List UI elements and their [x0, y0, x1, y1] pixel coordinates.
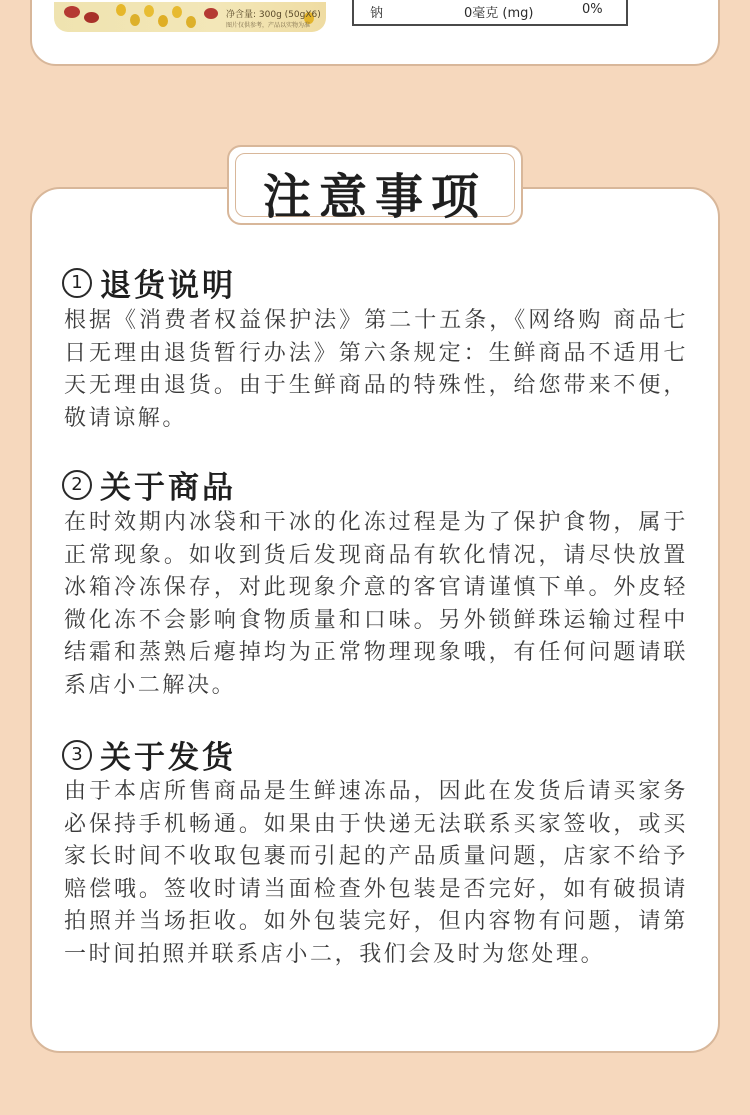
section-body-product: 在时效期内冰袋和干冰的化冻过程是为了保护食物，属于正常现象。如收到货后发现商品有软化情况，请尽快放置冰箱冷冻保存，对此现象介意的客官请谨慎下单。外皮轻微化冻不会影响食物质量和口味。另外锁鲜珠运输过程中结霜和蒸熟后瘪掉均为正常物理现象哦，有任何问题请联系店小二解决。	[64, 510, 688, 698]
section-number-badge: 1	[62, 268, 92, 298]
section-heading-returns	[62, 260, 236, 305]
corn-kernel	[116, 4, 126, 16]
corn-kernel	[130, 14, 140, 26]
section-title: 关于商品	[100, 470, 236, 506]
package-disclaimer: 图片仅供参考，产品以实物为准	[226, 22, 311, 29]
section-title: 退货说明	[100, 268, 236, 304]
kidney-bean	[84, 12, 99, 23]
nutrition-table	[352, 0, 628, 26]
nutrient-name: 钠	[370, 6, 384, 21]
kidney-bean	[64, 6, 80, 18]
notice-title: 注意事项	[262, 169, 487, 225]
corn-kernel	[158, 15, 168, 27]
section-heading-product	[62, 462, 236, 507]
nutrient-value: 0毫克 (mg)	[464, 6, 534, 21]
net-content-label: 净含量: 300g (50gX6)	[226, 10, 321, 20]
product-package-image	[54, 2, 326, 32]
section-body-returns: 根据《消费者权益保护法》第二十五条，《网络购 商品七日无理由退货暂行办法》第六条规定：生鲜商品不适用七天无理由退货。由于生鲜商品的特殊性，给您带来不便，敬请谅解。	[64, 308, 688, 431]
section-number-badge: 3	[62, 740, 92, 770]
kidney-bean	[204, 8, 218, 19]
section-body-shipping: 由于本店所售商品是生鲜速冻品，因此在发货后请买家务必保持手机畅通。如果由于快递无法联系买家签收，或买家长时间不收取包裹而引起的产品质量问题，店家不给予赔偿哦。签收时请当面检查外包装是否完好，如有破损请拍照并当场拒收。如外包装完好，但内容物有问题，请第一时间拍照并联系店小二，我们会及时为您处理。	[64, 779, 688, 967]
corn-kernel	[172, 6, 182, 18]
section-heading-shipping	[62, 732, 236, 777]
notice-title-tab	[227, 145, 523, 225]
corn-kernel	[144, 5, 154, 17]
nutrient-percent: 0%	[582, 2, 603, 17]
section-title: 关于发货	[100, 740, 236, 776]
corn-kernel	[186, 16, 196, 28]
section-number-badge: 2	[62, 470, 92, 500]
product-info-card	[30, 0, 720, 66]
